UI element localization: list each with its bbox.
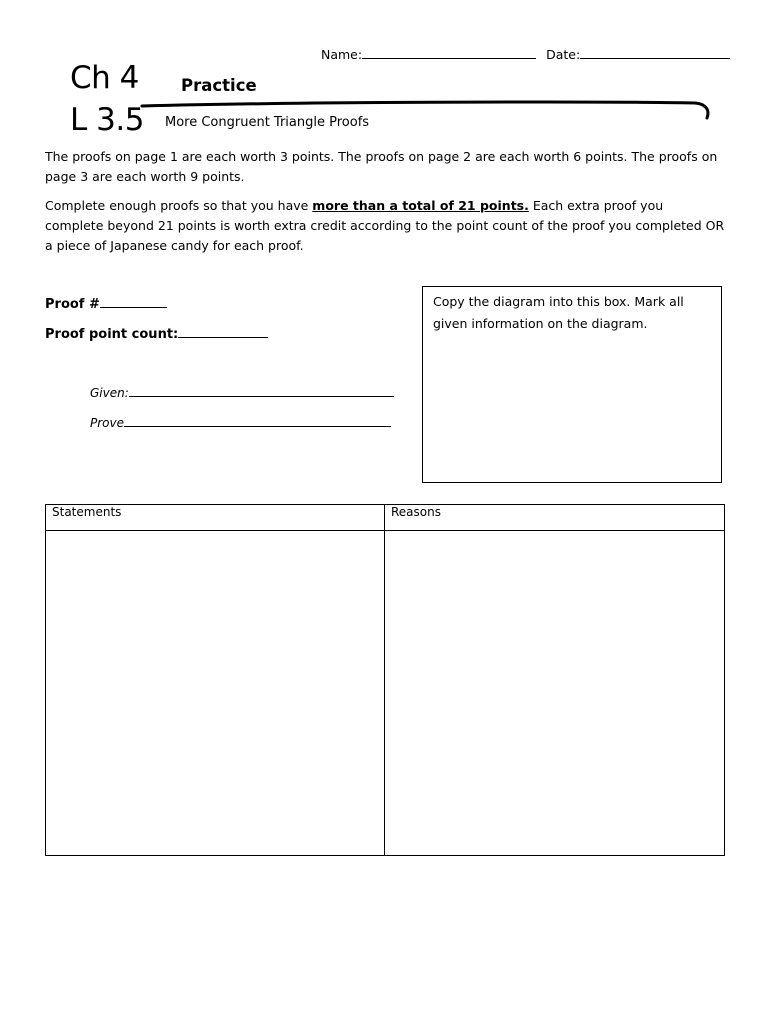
lesson-number: L 3.5 <box>70 102 144 138</box>
instructions-paragraph-1: The proofs on page 1 are each worth 3 points. The proofs on page 2 are each worth 6 points. The proofs on page 3 are each worth 9 points. <box>45 149 718 184</box>
name-label: Name: <box>321 47 363 62</box>
point-count-line <box>45 326 268 342</box>
instructions-text-continued: Each extra proof you complete beyond 21 points is worth extra credit according to the point count of the proof you completed OR a piece of Japanese candy for each proof. <box>45 198 725 253</box>
page-subtitle: More Congruent Triangle Proofs <box>165 115 370 130</box>
statements-cell[interactable] <box>46 531 385 856</box>
instructions-paragraph-2 <box>45 196 725 256</box>
given-line <box>90 385 394 400</box>
chapter-number: Ch 4 <box>70 60 139 96</box>
instructions-text: Complete enough proofs so that you have <box>45 198 313 213</box>
given-label: Given: <box>90 386 129 400</box>
proof-number-line <box>45 296 167 312</box>
date-label: Date: <box>546 47 581 62</box>
reasons-cell[interactable] <box>385 531 725 856</box>
point-count-field[interactable] <box>178 326 268 338</box>
statements-header: Statements <box>46 505 385 531</box>
prove-field[interactable] <box>124 415 391 427</box>
diagram-box[interactable] <box>422 286 722 483</box>
proof-number-label: Proof # <box>45 297 100 312</box>
prove-label: Prove <box>90 416 124 430</box>
point-count-label: Proof point count: <box>45 327 179 342</box>
points-emphasis: more than a total of 21 points. <box>312 198 529 213</box>
page-title: Practice <box>181 76 257 95</box>
prove-line <box>90 415 391 430</box>
table-header-row <box>46 505 725 531</box>
proof-table <box>45 504 725 856</box>
diagram-box-instructions: Copy the diagram into this box. Mark all given information on the diagram. <box>433 294 684 331</box>
name-field[interactable] <box>362 46 536 59</box>
given-field[interactable] <box>129 385 394 397</box>
reasons-header: Reasons <box>385 505 725 531</box>
date-field[interactable] <box>580 46 730 59</box>
proof-number-field[interactable] <box>100 296 167 308</box>
table-row <box>46 531 725 856</box>
name-date-line <box>321 46 730 62</box>
